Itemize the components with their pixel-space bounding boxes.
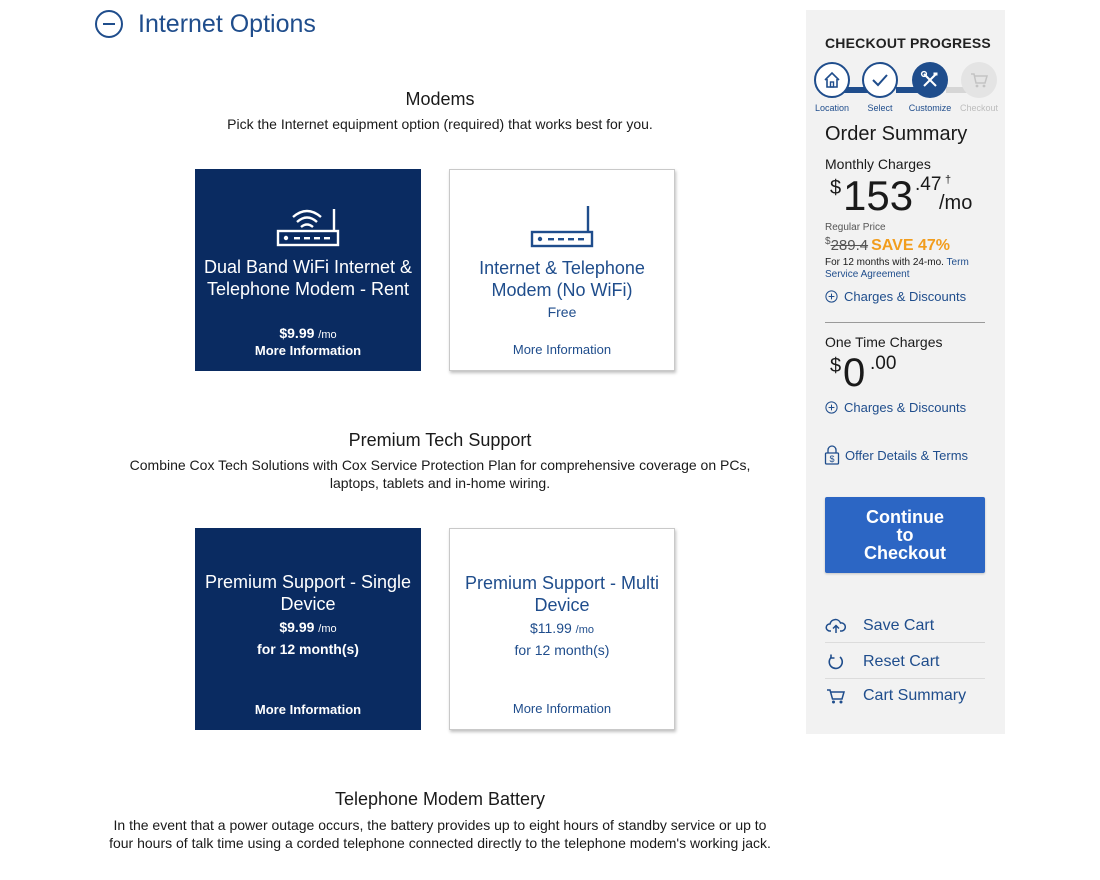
collapse-circle-icon [94, 9, 124, 39]
step-label: Checkout [959, 103, 999, 113]
card-name: Premium Support - Single Device [204, 572, 412, 614]
checkmark-icon [862, 62, 898, 98]
term-agreement-link[interactable]: Term Service Agreement [825, 257, 969, 280]
order-sidebar [806, 10, 1005, 734]
step-label: Location [814, 103, 850, 113]
support-card-single-device[interactable] [195, 528, 421, 730]
card-price: $9.99 /mo [279, 619, 337, 635]
internet-options-header[interactable] [94, 8, 316, 40]
step-checkout[interactable] [951, 62, 1007, 113]
tech-support-title: Premium Tech Support [348, 430, 532, 450]
battery-group [100, 789, 780, 852]
card-name: Premium Support - Multi Device [464, 573, 660, 615]
one-time-price: $ 0 .00 [830, 351, 897, 395]
more-information-link[interactable]: More Information [512, 342, 612, 357]
checkout-progress-title: CHECKOUT PROGRESS [825, 35, 991, 51]
modems-group [100, 89, 780, 133]
step-label: Select [867, 103, 893, 113]
tech-support-description: Combine Cox Tech Solutions with Cox Service Protection Plan for comprehensive coverage on PCs, laptops, tablets and in-home wiring. [129, 457, 751, 491]
cloud-upload-icon [825, 617, 847, 635]
battery-title: Telephone Modem Battery [334, 789, 546, 809]
one-time-charges-discounts-link[interactable]: Charges & Discounts [825, 400, 966, 415]
plus-circle-icon [825, 401, 838, 414]
more-information-link[interactable]: More Information [254, 343, 362, 358]
wifi-router-icon [195, 203, 421, 253]
modem-card-wifi-rent[interactable] [195, 169, 421, 371]
regular-price-note: For 12 months with 24-mo. Term Service Agreement [825, 257, 969, 280]
modems-description: Pick the Internet equipment option (required) that works best for you. [227, 116, 653, 132]
monthly-price: $ 153 .47 † /mo [830, 172, 973, 219]
cart-icon [825, 687, 847, 705]
card-price: $9.99 /mo [279, 325, 337, 341]
regular-price: $289.4 SAVE 47% [825, 236, 950, 254]
one-time-charges-label: One Time Charges [825, 334, 943, 350]
reset-cart-button[interactable]: Reset Cart [825, 645, 985, 679]
house-icon [814, 62, 850, 98]
divider [825, 322, 985, 323]
modem-card-no-wifi[interactable] [449, 169, 675, 371]
step-select[interactable] [852, 62, 908, 113]
step-customize[interactable] [902, 62, 958, 113]
card-price: $11.99 /mo [529, 620, 594, 636]
lock-dollar-icon [824, 445, 840, 465]
section-title: Internet Options [138, 9, 316, 38]
save-cart-button[interactable]: Save Cart [825, 609, 985, 643]
tools-icon [912, 62, 948, 98]
card-name: Dual Band WiFi Internet & Telephone Modem - Rent [203, 257, 413, 299]
more-information-link[interactable]: More Information [254, 702, 362, 717]
continue-to-checkout-button[interactable]: Continue to Checkout [825, 497, 985, 573]
order-summary-title: Order Summary [825, 123, 968, 145]
cart-summary-button[interactable]: Cart Summary [825, 679, 985, 713]
monthly-charges-discounts-link[interactable]: Charges & Discounts [825, 289, 966, 304]
regular-price-label: Regular Price [825, 222, 886, 233]
battery-description: In the event that a power outage occurs, the battery provides up to eight hours of standby service or up to four hours of talk time using a corded telephone connected directly to the telephone modem's working jack. [109, 817, 771, 851]
card-name: Internet & Telephone Modem (No WiFi) [479, 258, 645, 300]
svg-text:$: $ [829, 454, 835, 464]
plus-circle-icon [825, 290, 838, 303]
card-term: for 12 month(s) [514, 642, 610, 658]
router-icon [450, 204, 674, 254]
card-price: Free [547, 304, 577, 320]
cart-icon [961, 62, 997, 98]
card-term: for 12 month(s) [257, 641, 359, 657]
step-label: Customize [908, 103, 952, 113]
more-information-link[interactable]: More Information [512, 701, 612, 716]
monthly-charges-label: Monthly Charges [825, 156, 931, 172]
checkout-stepper [806, 62, 1005, 122]
tech-support-group [100, 430, 780, 492]
reset-icon [825, 653, 847, 671]
modems-title: Modems [405, 89, 475, 109]
support-card-multi-device[interactable] [449, 528, 675, 730]
save-badge: SAVE 47% [871, 237, 950, 254]
offer-details-link[interactable]: $ Offer Details & Terms [824, 445, 968, 465]
